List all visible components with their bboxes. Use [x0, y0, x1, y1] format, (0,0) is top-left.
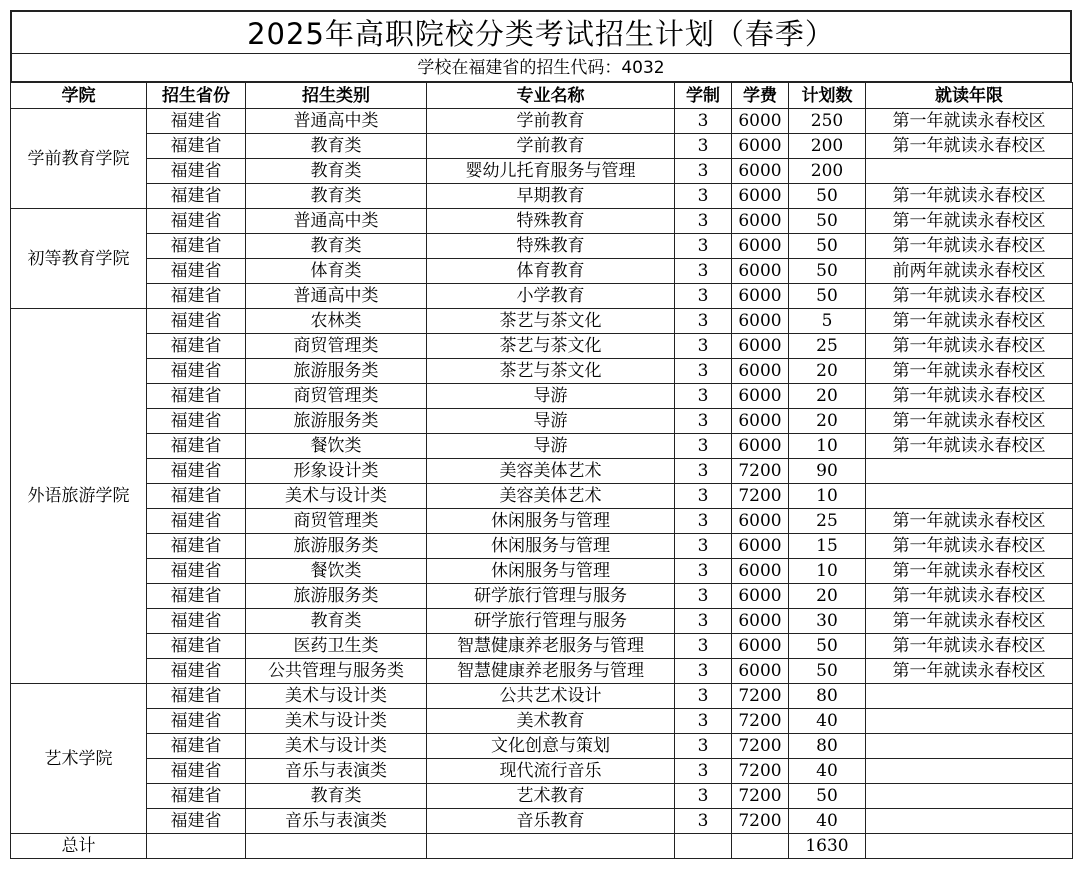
fee-cell: 6000 [732, 259, 789, 284]
fee-cell: 6000 [732, 209, 789, 234]
fee-cell: 6000 [732, 584, 789, 609]
province-cell: 福建省 [147, 109, 246, 134]
province-cell: 福建省 [147, 184, 246, 209]
major-cell: 研学旅行管理与服务 [427, 609, 675, 634]
province-cell: 福建省 [147, 134, 246, 159]
major-cell: 特殊教育 [427, 234, 675, 259]
fee-cell: 6000 [732, 534, 789, 559]
duration-cell: 3 [675, 209, 732, 234]
province-cell: 福建省 [147, 234, 246, 259]
study-location-cell: 第一年就读永春校区 [866, 184, 1073, 209]
study-location-cell: 第一年就读永春校区 [866, 609, 1073, 634]
study-location-cell: 第一年就读永春校区 [866, 434, 1073, 459]
province-cell: 福建省 [147, 334, 246, 359]
category-cell: 教育类 [246, 134, 427, 159]
total-empty-cell [675, 834, 732, 859]
duration-cell: 3 [675, 509, 732, 534]
duration-cell: 3 [675, 109, 732, 134]
total-empty-cell [147, 834, 246, 859]
plan-count-cell: 250 [789, 109, 866, 134]
duration-cell: 3 [675, 184, 732, 209]
table-row [11, 684, 1073, 709]
study-location-cell: 第一年就读永春校区 [866, 634, 1073, 659]
major-cell: 艺术教育 [427, 784, 675, 809]
table-row [11, 384, 1073, 409]
duration-cell: 3 [675, 384, 732, 409]
major-cell: 导游 [427, 384, 675, 409]
study-location-cell [866, 459, 1073, 484]
major-cell: 音乐教育 [427, 809, 675, 834]
province-cell: 福建省 [147, 659, 246, 684]
major-cell: 休闲服务与管理 [427, 559, 675, 584]
study-location-cell: 第一年就读永春校区 [866, 509, 1073, 534]
province-cell: 福建省 [147, 259, 246, 284]
study-location-cell: 第一年就读永春校区 [866, 309, 1073, 334]
study-location-cell: 第一年就读永春校区 [866, 384, 1073, 409]
province-cell: 福建省 [147, 534, 246, 559]
duration-cell: 3 [675, 809, 732, 834]
fee-cell: 7200 [732, 709, 789, 734]
province-cell: 福建省 [147, 584, 246, 609]
study-location-cell [866, 159, 1073, 184]
province-cell: 福建省 [147, 409, 246, 434]
duration-cell: 3 [675, 309, 732, 334]
header-study-location: 就读年限 [866, 83, 1073, 109]
category-cell: 美术与设计类 [246, 709, 427, 734]
province-cell: 福建省 [147, 284, 246, 309]
plan-count-cell: 20 [789, 409, 866, 434]
college-cell: 外语旅游学院 [11, 309, 147, 684]
province-cell: 福建省 [147, 784, 246, 809]
study-location-cell [866, 684, 1073, 709]
plan-count-cell: 5 [789, 309, 866, 334]
study-location-cell: 第一年就读永春校区 [866, 284, 1073, 309]
college-cell: 初等教育学院 [11, 209, 147, 309]
fee-cell: 7200 [732, 759, 789, 784]
plan-count-cell: 10 [789, 559, 866, 584]
province-cell: 福建省 [147, 684, 246, 709]
major-cell: 婴幼儿托育服务与管理 [427, 159, 675, 184]
table-row [11, 634, 1073, 659]
major-cell: 公共艺术设计 [427, 684, 675, 709]
duration-cell: 3 [675, 434, 732, 459]
table-row [11, 309, 1073, 334]
fee-cell: 6000 [732, 309, 789, 334]
table-row [11, 584, 1073, 609]
table-row [11, 609, 1073, 634]
header-category: 招生类别 [246, 83, 427, 109]
table-row [11, 159, 1073, 184]
category-cell: 教育类 [246, 784, 427, 809]
study-location-cell: 第一年就读永春校区 [866, 359, 1073, 384]
study-location-cell: 第一年就读永春校区 [866, 409, 1073, 434]
province-cell: 福建省 [147, 709, 246, 734]
plan-count-cell: 25 [789, 509, 866, 534]
table-row [11, 259, 1073, 284]
major-cell: 体育教育 [427, 259, 675, 284]
study-location-cell: 第一年就读永春校区 [866, 534, 1073, 559]
province-cell: 福建省 [147, 559, 246, 584]
province-cell: 福建省 [147, 209, 246, 234]
study-location-cell [866, 484, 1073, 509]
total-empty-cell [866, 834, 1073, 859]
major-cell: 智慧健康养老服务与管理 [427, 659, 675, 684]
category-cell: 商贸管理类 [246, 384, 427, 409]
category-cell: 普通高中类 [246, 109, 427, 134]
category-cell: 普通高中类 [246, 209, 427, 234]
fee-cell: 7200 [732, 484, 789, 509]
study-location-cell: 第一年就读永春校区 [866, 334, 1073, 359]
major-cell: 美术教育 [427, 709, 675, 734]
study-location-cell: 第一年就读永春校区 [866, 234, 1073, 259]
province-cell: 福建省 [147, 609, 246, 634]
fee-cell: 7200 [732, 684, 789, 709]
table-body [11, 109, 1073, 834]
major-cell: 学前教育 [427, 134, 675, 159]
fee-cell: 6000 [732, 184, 789, 209]
study-location-cell [866, 734, 1073, 759]
fee-cell: 6000 [732, 159, 789, 184]
category-cell: 教育类 [246, 159, 427, 184]
category-cell: 音乐与表演类 [246, 759, 427, 784]
duration-cell: 3 [675, 759, 732, 784]
duration-cell: 3 [675, 784, 732, 809]
header-province: 招生省份 [147, 83, 246, 109]
table-row [11, 534, 1073, 559]
plan-count-cell: 40 [789, 759, 866, 784]
study-location-cell: 第一年就读永春校区 [866, 209, 1073, 234]
table-row [11, 484, 1073, 509]
category-cell: 餐饮类 [246, 434, 427, 459]
category-cell: 公共管理与服务类 [246, 659, 427, 684]
table-row [11, 509, 1073, 534]
total-label: 总计 [11, 834, 147, 859]
table-row [11, 184, 1073, 209]
table-row [11, 809, 1073, 834]
category-cell: 旅游服务类 [246, 584, 427, 609]
province-cell: 福建省 [147, 159, 246, 184]
category-cell: 商贸管理类 [246, 509, 427, 534]
category-cell: 旅游服务类 [246, 359, 427, 384]
category-cell: 餐饮类 [246, 559, 427, 584]
duration-cell: 3 [675, 284, 732, 309]
duration-cell: 3 [675, 534, 732, 559]
province-cell: 福建省 [147, 759, 246, 784]
fee-cell: 6000 [732, 634, 789, 659]
header-duration: 学制 [675, 83, 732, 109]
major-cell: 休闲服务与管理 [427, 509, 675, 534]
category-cell: 形象设计类 [246, 459, 427, 484]
plan-count-cell: 25 [789, 334, 866, 359]
table-row [11, 734, 1073, 759]
table-row [11, 284, 1073, 309]
enrollment-plan-table [10, 82, 1073, 859]
fee-cell: 6000 [732, 234, 789, 259]
major-cell: 茶艺与茶文化 [427, 359, 675, 384]
province-cell: 福建省 [147, 459, 246, 484]
duration-cell: 3 [675, 559, 732, 584]
total-plan-count: 1630 [789, 834, 866, 859]
duration-cell: 3 [675, 234, 732, 259]
duration-cell: 3 [675, 134, 732, 159]
table-row [11, 459, 1073, 484]
enrollment-plan-sheet [10, 10, 1072, 859]
major-cell: 茶艺与茶文化 [427, 309, 675, 334]
category-cell: 音乐与表演类 [246, 809, 427, 834]
duration-cell: 3 [675, 634, 732, 659]
duration-cell: 3 [675, 709, 732, 734]
fee-cell: 7200 [732, 784, 789, 809]
duration-cell: 3 [675, 259, 732, 284]
total-empty-cell [246, 834, 427, 859]
fee-cell: 7200 [732, 809, 789, 834]
total-empty-cell [732, 834, 789, 859]
plan-count-cell: 90 [789, 459, 866, 484]
plan-count-cell: 30 [789, 609, 866, 634]
total-row [11, 834, 1073, 859]
province-cell: 福建省 [147, 734, 246, 759]
major-cell: 文化创意与策划 [427, 734, 675, 759]
major-cell: 休闲服务与管理 [427, 534, 675, 559]
plan-count-cell: 50 [789, 259, 866, 284]
major-cell: 茶艺与茶文化 [427, 334, 675, 359]
fee-cell: 7200 [732, 734, 789, 759]
category-cell: 教育类 [246, 234, 427, 259]
college-cell: 艺术学院 [11, 684, 147, 834]
plan-count-cell: 10 [789, 484, 866, 509]
plan-count-cell: 50 [789, 634, 866, 659]
plan-count-cell: 80 [789, 684, 866, 709]
fee-cell: 6000 [732, 134, 789, 159]
study-location-cell [866, 809, 1073, 834]
major-cell: 学前教育 [427, 109, 675, 134]
category-cell: 农林类 [246, 309, 427, 334]
major-cell: 研学旅行管理与服务 [427, 584, 675, 609]
college-cell: 学前教育学院 [11, 109, 147, 209]
table-row [11, 234, 1073, 259]
fee-cell: 6000 [732, 359, 789, 384]
fee-cell: 6000 [732, 434, 789, 459]
major-cell: 特殊教育 [427, 209, 675, 234]
duration-cell: 3 [675, 159, 732, 184]
table-row [11, 334, 1073, 359]
plan-count-cell: 10 [789, 434, 866, 459]
plan-count-cell: 50 [789, 784, 866, 809]
table-row [11, 659, 1073, 684]
duration-cell: 3 [675, 359, 732, 384]
header-fee: 学费 [732, 83, 789, 109]
plan-count-cell: 40 [789, 709, 866, 734]
duration-cell: 3 [675, 409, 732, 434]
category-cell: 美术与设计类 [246, 484, 427, 509]
study-location-cell: 第一年就读永春校区 [866, 134, 1073, 159]
duration-cell: 3 [675, 609, 732, 634]
table-row [11, 209, 1073, 234]
duration-cell: 3 [675, 734, 732, 759]
table-row [11, 409, 1073, 434]
category-cell: 旅游服务类 [246, 409, 427, 434]
duration-cell: 3 [675, 659, 732, 684]
major-cell: 早期教育 [427, 184, 675, 209]
category-cell: 教育类 [246, 184, 427, 209]
duration-cell: 3 [675, 334, 732, 359]
fee-cell: 6000 [732, 609, 789, 634]
table-row [11, 784, 1073, 809]
study-location-cell: 第一年就读永春校区 [866, 584, 1073, 609]
category-cell: 普通高中类 [246, 284, 427, 309]
plan-count-cell: 200 [789, 159, 866, 184]
plan-count-cell: 50 [789, 659, 866, 684]
page-title: 2025年高职院校分类考试招生计划（春季） [10, 10, 1072, 54]
header-college: 学院 [11, 83, 147, 109]
table-row [11, 109, 1073, 134]
plan-count-cell: 200 [789, 134, 866, 159]
duration-cell: 3 [675, 484, 732, 509]
plan-count-cell: 80 [789, 734, 866, 759]
fee-cell: 6000 [732, 334, 789, 359]
plan-count-cell: 40 [789, 809, 866, 834]
major-cell: 小学教育 [427, 284, 675, 309]
category-cell: 体育类 [246, 259, 427, 284]
major-cell: 导游 [427, 409, 675, 434]
duration-cell: 3 [675, 584, 732, 609]
plan-count-cell: 20 [789, 359, 866, 384]
table-row [11, 709, 1073, 734]
province-cell: 福建省 [147, 384, 246, 409]
category-cell: 商贸管理类 [246, 334, 427, 359]
table-row [11, 559, 1073, 584]
fee-cell: 7200 [732, 459, 789, 484]
category-cell: 教育类 [246, 609, 427, 634]
province-cell: 福建省 [147, 809, 246, 834]
province-cell: 福建省 [147, 309, 246, 334]
table-row [11, 134, 1073, 159]
table-row [11, 434, 1073, 459]
table-row [11, 759, 1073, 784]
study-location-cell [866, 784, 1073, 809]
study-location-cell: 第一年就读永春校区 [866, 659, 1073, 684]
fee-cell: 6000 [732, 559, 789, 584]
fee-cell: 6000 [732, 384, 789, 409]
total-empty-cell [427, 834, 675, 859]
plan-count-cell: 50 [789, 284, 866, 309]
study-location-cell [866, 709, 1073, 734]
major-cell: 智慧健康养老服务与管理 [427, 634, 675, 659]
header-major: 专业名称 [427, 83, 675, 109]
duration-cell: 3 [675, 684, 732, 709]
enrollment-code-line: 学校在福建省的招生代码：4032 [10, 54, 1072, 82]
plan-count-cell: 50 [789, 184, 866, 209]
study-location-cell: 第一年就读永春校区 [866, 559, 1073, 584]
major-cell: 导游 [427, 434, 675, 459]
category-cell: 旅游服务类 [246, 534, 427, 559]
table-header-row [11, 83, 1073, 109]
study-location-cell [866, 759, 1073, 784]
major-cell: 现代流行音乐 [427, 759, 675, 784]
category-cell: 医药卫生类 [246, 634, 427, 659]
fee-cell: 6000 [732, 109, 789, 134]
plan-count-cell: 50 [789, 234, 866, 259]
plan-count-cell: 20 [789, 584, 866, 609]
study-location-cell: 第一年就读永春校区 [866, 109, 1073, 134]
major-cell: 美容美体艺术 [427, 484, 675, 509]
plan-count-cell: 15 [789, 534, 866, 559]
plan-count-cell: 20 [789, 384, 866, 409]
duration-cell: 3 [675, 459, 732, 484]
plan-count-cell: 50 [789, 209, 866, 234]
fee-cell: 6000 [732, 409, 789, 434]
table-row [11, 359, 1073, 384]
header-plan: 计划数 [789, 83, 866, 109]
province-cell: 福建省 [147, 484, 246, 509]
category-cell: 美术与设计类 [246, 684, 427, 709]
province-cell: 福建省 [147, 634, 246, 659]
province-cell: 福建省 [147, 434, 246, 459]
category-cell: 美术与设计类 [246, 734, 427, 759]
province-cell: 福建省 [147, 509, 246, 534]
fee-cell: 6000 [732, 659, 789, 684]
fee-cell: 6000 [732, 509, 789, 534]
major-cell: 美容美体艺术 [427, 459, 675, 484]
study-location-cell: 前两年就读永春校区 [866, 259, 1073, 284]
province-cell: 福建省 [147, 359, 246, 384]
fee-cell: 6000 [732, 284, 789, 309]
